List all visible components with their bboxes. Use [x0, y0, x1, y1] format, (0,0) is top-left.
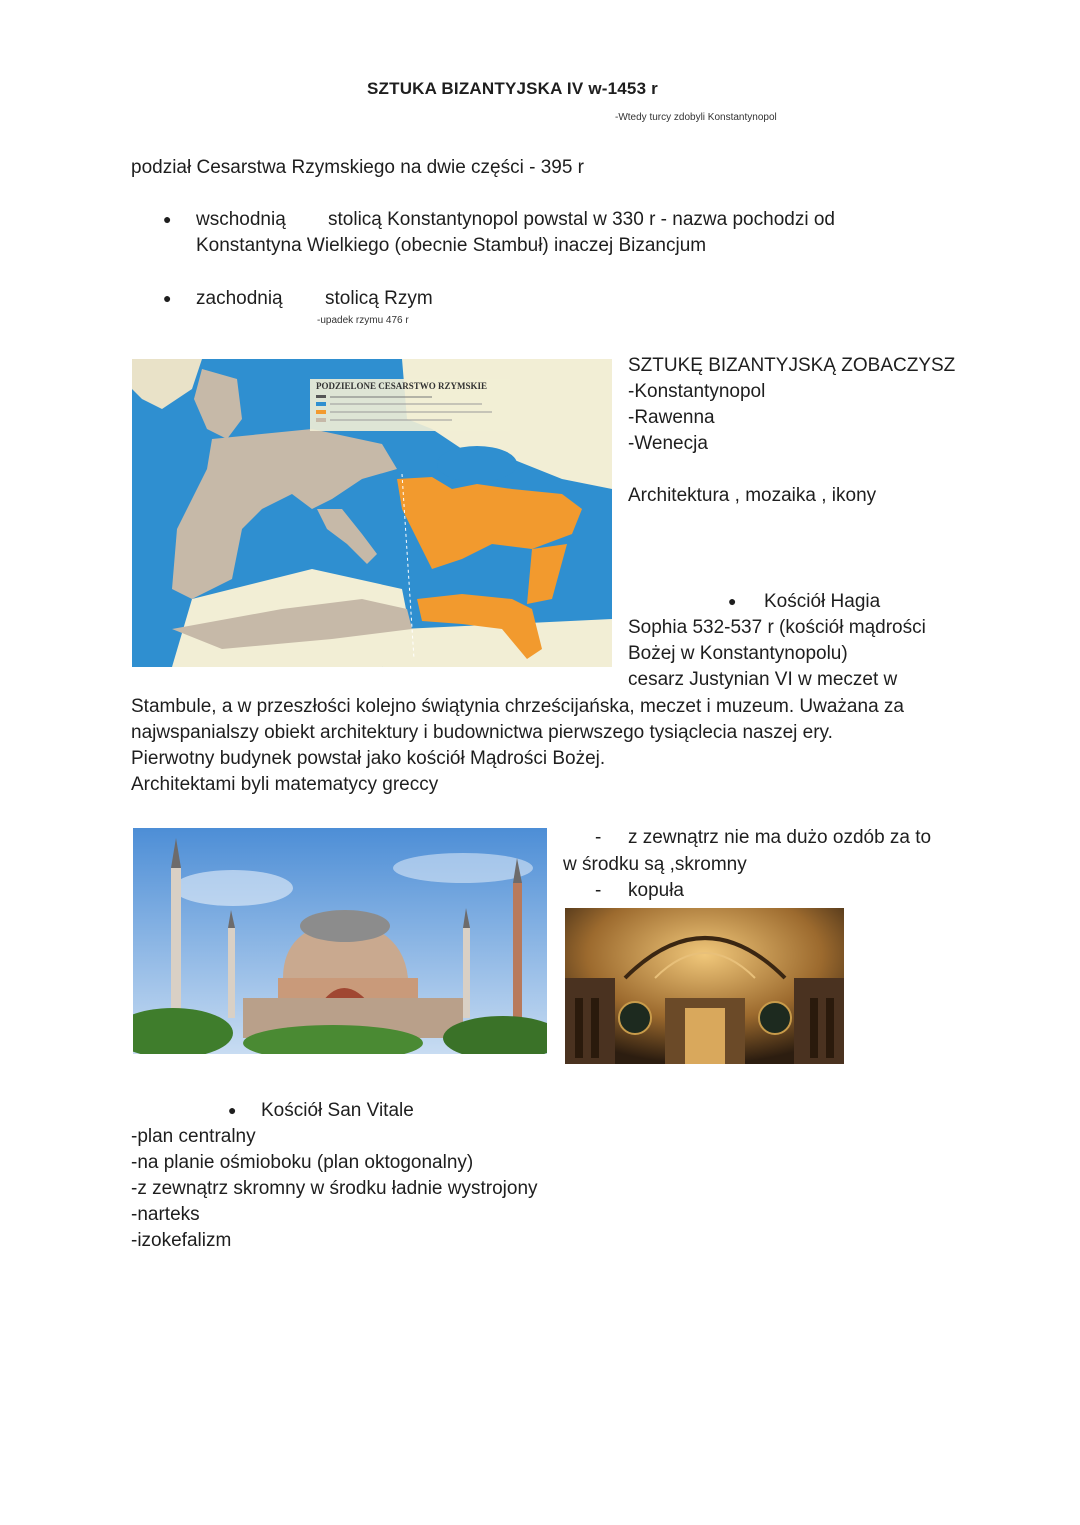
dash-marker: - — [595, 827, 602, 848]
bullet-icon: ● — [163, 211, 172, 227]
hagia-line: najwspanialszy obiekt architektury i budownictwa pierwszego tysiąclecia naszej ery. — [131, 722, 833, 743]
san-vitale-item: -z zewnątrz skromny w środku ładnie wystrojony — [131, 1178, 538, 1199]
san-vitale-item: -plan centralny — [131, 1126, 256, 1147]
where-heading: SZTUKĘ BIZANTYJSKĄ ZOBACZYSZ — [628, 355, 956, 376]
dash-marker: - — [595, 880, 602, 901]
hagia-line: Sophia 532-537 r (kościół mądrości — [628, 617, 926, 638]
place-item: -Konstantynopol — [628, 381, 766, 402]
san-vitale-item: -narteks — [131, 1204, 200, 1225]
bullet-icon: ● — [228, 1102, 237, 1118]
san-vitale-title: Kościół San Vitale — [261, 1100, 414, 1121]
hagia-line: Architektami byli matematycy greccy — [131, 774, 439, 795]
title-note: -Wtedy turcy zdobyli Konstantynopol — [615, 112, 777, 123]
san-vitale-item: -na planie ośmioboku (plan oktogonalny) — [131, 1152, 474, 1173]
arts-line: Architektura , mozaika , ikony — [628, 485, 877, 506]
hagia-line: Stambule, a w przeszłości kolejno świątynia chrześcijańska, meczet i muzeum. Uważana za — [131, 696, 904, 717]
hagia-sophia-interior-image — [565, 908, 844, 1064]
hagia-title: Kościół Hagia — [764, 591, 881, 612]
place-item: -Rawenna — [628, 407, 715, 428]
east-part-label: wschodnią — [196, 209, 286, 230]
page-title: SZTUKA BIZANTYJSKA IV w-1453 r — [367, 79, 658, 98]
hagia-line: Pierwotny budynek powstał jako kościół Mądrości Bożej. — [131, 748, 606, 769]
hagia-line: cesarz Justynian VI w meczet w — [628, 669, 898, 690]
west-note: -upadek rzymu 476 r — [317, 315, 409, 326]
east-desc-line-1: stolicą Konstantynopol powstal w 330 r - nazwa pochodzi od — [328, 209, 835, 230]
hagia-line: Bożej w Konstantynopolu) — [628, 643, 848, 664]
empire-map-image — [132, 359, 612, 667]
feature-line: z zewnątrz nie ma dużo ozdób za to — [628, 827, 932, 848]
bullet-icon: ● — [163, 290, 172, 306]
division-line: podział Cesarstwa Rzymskiego na dwie części - 395 r — [131, 157, 585, 178]
place-item: -Wenecja — [628, 433, 708, 454]
feature-line: kopuła — [628, 880, 684, 901]
feature-line: w środku są ,skromny — [563, 854, 747, 875]
east-desc-line-2: Konstantyna Wielkiego (obecnie Stambuł) inaczej Bizancjum — [196, 235, 707, 256]
bullet-icon: ● — [728, 593, 737, 609]
hagia-sophia-exterior-image — [133, 828, 547, 1054]
san-vitale-item: -izokefalizm — [131, 1230, 232, 1251]
west-desc: stolicą Rzym — [325, 288, 433, 309]
west-part-label: zachodnią — [196, 288, 283, 309]
map-legend-title: PODZIELONE CESARSTWO RZYMSKIE — [316, 381, 488, 391]
